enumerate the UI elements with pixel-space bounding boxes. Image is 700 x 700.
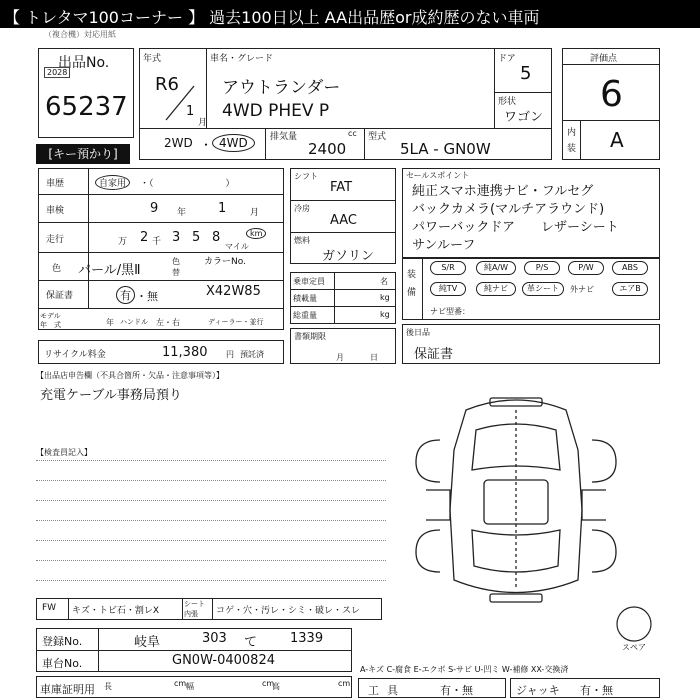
recycle-value: 11,380	[162, 345, 208, 360]
fw-label: FW	[42, 603, 57, 613]
warranty-has: 有	[116, 286, 135, 304]
mileage-d2: 3	[172, 230, 181, 245]
equip-leather: 革シート	[522, 282, 564, 296]
sales-point-2: バックカメラ(マルチアラウンド)	[412, 202, 605, 217]
car-grade: 4WD PHEV P	[222, 101, 330, 121]
handle-value: 左・右	[156, 318, 180, 327]
fw-text: キズ・トビ石・割レX	[72, 606, 159, 616]
seller-notes-label: 【出品店申告欄（不具合箇所・欠品・注意事項等）】	[36, 371, 224, 380]
equip-ext-navi: 外ナビ	[570, 285, 594, 294]
shift-label: シフト	[294, 172, 318, 181]
sales-points-label: セールスポイント	[406, 171, 470, 180]
subheader: （複合機）対応用紙	[44, 30, 116, 39]
inspection-year-unit: 年	[177, 208, 187, 218]
shape-value: ワゴン	[504, 110, 544, 125]
mileage-d3: 5	[192, 230, 201, 245]
mileage-unit-mile: マイル	[225, 242, 249, 251]
mileage-label: 走行	[46, 235, 65, 245]
chassis-value: GN0W-0400824	[172, 653, 275, 668]
after-items-label: 後日品	[406, 328, 430, 337]
cert-label: 車庫証明用	[40, 683, 95, 696]
color-change-2: 替	[172, 268, 180, 277]
navi-model-label: ナビ型番：	[430, 307, 470, 316]
displacement-label: 排気量	[270, 132, 298, 142]
mileage-man: 万	[118, 237, 128, 247]
car-name: アウトランダー	[222, 78, 341, 98]
registration-label: 登録No.	[42, 635, 83, 648]
equip-navi: 純ナビ	[476, 282, 516, 296]
color-no-value: X42W85	[206, 284, 261, 299]
equip-tv: 純TV	[430, 282, 466, 296]
inspection-label: 車検	[46, 206, 65, 216]
score-value: 6	[600, 74, 623, 115]
jack-value: 有・無	[580, 684, 613, 697]
equip-abs: ABS	[612, 261, 648, 275]
mileage-unit-km: km	[246, 228, 266, 239]
color-label: 色	[52, 264, 62, 274]
color-value: パール/黒Ⅱ	[78, 263, 141, 278]
mileage-d4: 8	[212, 230, 221, 245]
car-label: 車名・グレード	[210, 54, 274, 64]
model-type-value: 5LA - GN0W	[400, 140, 491, 158]
banner-text: 【 トレタマ100コーナー 】 過去100日以上 AA出品歴or成約歴のない車両	[4, 8, 540, 27]
color-no-label: カラーNo.	[204, 257, 246, 267]
chassis-label: 車台No.	[42, 657, 83, 670]
registration-number: 1339	[290, 631, 324, 646]
year-era: R6	[155, 74, 179, 95]
fuel-value: ガソリン	[322, 249, 375, 264]
interior-value: A	[610, 128, 624, 152]
inspection-month: 1	[218, 201, 227, 216]
drive-sep: ・	[200, 138, 213, 152]
capacity-label: 乗車定員	[293, 277, 325, 286]
lot-label: 出品No.	[58, 55, 110, 71]
cert-length: 長	[104, 682, 112, 691]
mileage-d1: 2	[140, 230, 149, 245]
recycle-note: 預託済	[240, 350, 264, 359]
cert-width-unit: cm	[262, 679, 275, 688]
history-rest: ・（ ）	[140, 179, 235, 189]
interior-label-1: 内	[567, 128, 577, 138]
gross-label: 総重量	[293, 311, 317, 320]
color-change-1: 色	[172, 257, 180, 266]
handle-label: ハンドル	[120, 318, 148, 326]
lot-number: 65237	[45, 92, 128, 122]
shift-value: FAT	[330, 180, 353, 195]
registration-class: 303	[202, 631, 227, 646]
sales-point-1: 純正スマホ連携ナビ・フルセグ	[412, 184, 594, 199]
car-diagram	[406, 390, 626, 610]
equip-sr: S/R	[430, 261, 466, 275]
mileage-sen: 千	[152, 237, 162, 247]
cert-height: 高	[272, 682, 280, 691]
tools-value: 有・無	[440, 684, 473, 697]
year-month: 1	[186, 104, 195, 119]
spare-tire-icon	[614, 604, 654, 644]
cert-height-unit: cm	[338, 679, 351, 688]
registration-kana: て	[244, 635, 258, 650]
load-unit: kg	[380, 293, 390, 302]
seat-text: コゲ・穴・汚レ・シミ・破レ・スレ	[216, 606, 361, 616]
displacement-value: 2400	[308, 140, 347, 158]
drive-4wd: 4WD	[212, 134, 255, 152]
jack-label: ジャッキ	[516, 684, 560, 697]
model-year-label-2: 年 式	[40, 321, 61, 329]
inspection-year: 9	[150, 201, 159, 216]
shape-label: 形状	[498, 97, 517, 107]
score-label: 評価点	[590, 54, 618, 64]
doors-label: ドア	[498, 54, 516, 64]
fuel-label: 燃料	[294, 236, 310, 245]
sales-point-4: サンルーフ	[412, 238, 476, 253]
warranty-label: 保証書	[46, 291, 74, 301]
equipment-label-1: 装	[407, 270, 417, 280]
cert-width: 幅	[186, 682, 194, 691]
load-label: 積載量	[293, 294, 317, 303]
capacity-unit: 名	[380, 277, 388, 286]
year-label: 年式	[143, 54, 162, 64]
equip-alloy: 純A/W	[476, 261, 516, 275]
lot-small-code: 2028	[44, 67, 70, 78]
sales-point-3: パワーバックドア レザーシート	[412, 220, 619, 235]
key-badge: [キー預かり]	[36, 144, 130, 164]
model-type-label: 型式	[368, 132, 387, 142]
recycle-label: リサイクル料金	[44, 350, 106, 360]
warranty-none: ・無	[136, 290, 158, 303]
gross-unit: kg	[380, 310, 390, 319]
registration-place: 岐阜	[134, 635, 161, 650]
doc-deadline-unit: 月日	[336, 353, 404, 362]
history-value: 自家用	[95, 175, 130, 190]
seller-notes-text: 充電ケーブル事務局預り	[40, 388, 182, 403]
model-year-unit: 年	[106, 318, 114, 327]
displacement-unit: cc	[348, 129, 357, 138]
equip-ps: P/S	[524, 261, 560, 275]
aircon-label: 冷房	[294, 204, 310, 213]
after-items-value: 保証書	[414, 347, 454, 362]
drive-2wd: 2WD	[164, 136, 193, 150]
year-month-unit: 月	[198, 118, 208, 128]
dealer-value: ディーラー・並行	[208, 318, 264, 326]
spare-label: スペア	[622, 643, 646, 652]
model-year-label-1: モデル	[40, 312, 61, 320]
equip-airbag: エアB	[612, 282, 648, 296]
history-label: 車歴	[46, 179, 65, 189]
damage-legend: A-キズ C-腐食 E-エクボ S-サビ U-凹ミ W-補修 XX-交換済	[360, 665, 569, 674]
inspector-label: 【検査員記入】	[36, 448, 92, 457]
tools-label: 工具	[368, 684, 406, 697]
equipment-label-2: 備	[407, 288, 417, 298]
doc-deadline-label: 書類期限	[294, 332, 326, 341]
seat-label-2: 内張	[184, 610, 198, 618]
recycle-unit: 円	[226, 350, 234, 359]
cert-length-unit: cm	[174, 679, 187, 688]
inspection-month-unit: 月	[250, 208, 260, 218]
seat-label-1: シート	[184, 600, 205, 608]
doors-value: 5	[520, 63, 532, 84]
equip-pw: P/W	[568, 261, 604, 275]
interior-label-2: 装	[567, 144, 577, 154]
aircon-value: AAC	[330, 213, 357, 228]
